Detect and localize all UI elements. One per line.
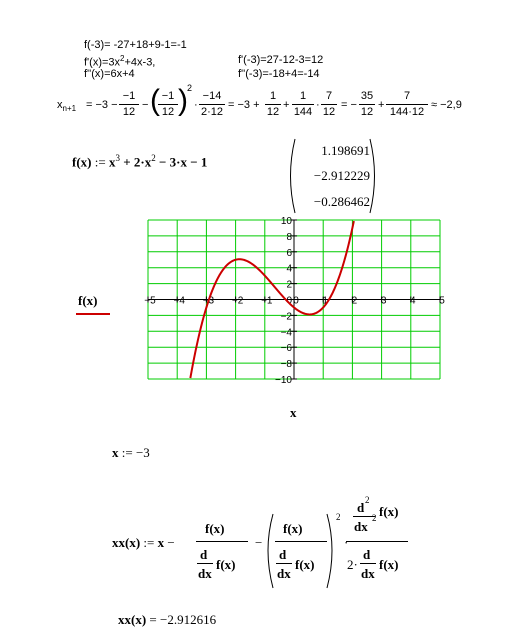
x-tick-label: 4: [410, 295, 416, 307]
xx-frac1-bar: [196, 541, 248, 542]
y-tick-label: −8: [280, 359, 292, 371]
xx-frac1-dbar: [197, 563, 213, 564]
x-tick-label: −3: [202, 295, 215, 307]
xx-two-dot: 2·: [347, 557, 358, 572]
xx-result: [118, 612, 216, 628]
function-term-x: x: [108, 154, 116, 170]
plot-xlabel: x: [290, 405, 297, 420]
function-lhs: f(x): [72, 154, 92, 170]
newton-eq: = −3 −: [86, 99, 118, 111]
xx-frac2-bar: [275, 541, 327, 542]
x-assignment: [112, 445, 150, 461]
newton-frac-8: 7 144·12: [386, 90, 428, 119]
paren-right: ): [178, 84, 188, 117]
root-1: 1.198691: [321, 143, 370, 158]
xx-f-d2: f(x): [379, 504, 399, 519]
x-tick-label: 1: [322, 295, 328, 307]
note-line-1: f(-3)= -27+18+9-1=-1: [84, 39, 187, 51]
x-tick-label: 3: [380, 295, 387, 307]
newton-plus: +: [283, 99, 290, 111]
xx-frac2-num: f(x): [283, 521, 303, 536]
newton-frac-4: 1 12: [266, 90, 280, 118]
note-line-3a: f''(x)=6x+4: [84, 68, 135, 80]
xx-x: x: [157, 535, 165, 550]
newton-lhs: x: [57, 99, 63, 111]
xx-frac1-d: d: [200, 547, 208, 562]
newton-eq2: = −3 +: [228, 99, 260, 111]
newton-lhs-sub: n+1: [62, 104, 77, 114]
xx-frac2-dx: dx: [277, 566, 291, 581]
xx-frac3-bar: [346, 541, 408, 542]
note-line-2b: f'(-3)=27-12-3=12: [238, 54, 324, 66]
function-exp-2: 2: [151, 153, 156, 163]
xx-frac3-den: f(x): [379, 557, 399, 572]
x-tick-label: 5: [439, 295, 445, 307]
xx-frac3-dbar: [360, 563, 376, 564]
xx-paren-exp: 2: [336, 512, 341, 522]
y-tick-label: 6: [286, 247, 292, 259]
newton-frac-6: 7 12: [322, 90, 336, 118]
xx-d2: d: [357, 500, 365, 515]
xx-dot: ·: [344, 535, 349, 550]
xx-lhs: xx(x): [112, 535, 141, 550]
function-term-rest: − 3·x − 1: [158, 154, 208, 170]
note-derivative-tail: +4x-3,: [124, 56, 156, 69]
note-line-3b: f''(-3)=-18+4=-14: [238, 68, 320, 80]
legend-line: [76, 313, 110, 315]
y-tick-label: 0: [286, 295, 292, 307]
newton-frac-2: −1 12: [158, 90, 178, 119]
newton-dot-2: ·: [316, 99, 320, 111]
x-tick-label: −1: [261, 295, 273, 307]
newton-plus-2: +: [378, 99, 385, 111]
assign-operator: :=: [94, 154, 106, 170]
root-2: −2.912229: [313, 168, 370, 183]
xx-dx2-exp: 2: [372, 513, 377, 523]
xx-frac1-den: f(x): [216, 557, 236, 572]
newton-frac-7: 35 12: [360, 90, 374, 118]
newton-dot: ·: [194, 99, 198, 111]
y-tick-label: 4: [286, 263, 292, 275]
y-tick-label: −10: [275, 375, 292, 386]
note-derivative: f'(x)=3x: [84, 56, 121, 69]
xx-frac1-dx: dx: [198, 566, 212, 581]
newton-frac-1: −1 12: [119, 90, 139, 119]
newton-frac-3: −14 2·12: [200, 90, 224, 118]
plot-ylabel: f(x): [78, 293, 98, 308]
newton-minus: −: [142, 99, 149, 111]
note-derivative-exp: 2: [120, 54, 125, 63]
xx-assign-op: :=: [143, 535, 155, 550]
x-tick-label: 0: [293, 295, 299, 307]
x-tick-label: −5: [144, 295, 156, 307]
y-tick-label: −4: [280, 327, 292, 339]
newton-exp: 2: [187, 83, 193, 93]
x-tick-label: −2: [231, 295, 244, 307]
x-assign-op: :=: [121, 445, 133, 460]
x-tick-label: −4: [173, 295, 185, 307]
xx-minus: −: [167, 535, 175, 550]
xx-result-eq: =: [149, 612, 157, 627]
y-tick-label: 10: [280, 216, 292, 227]
xx-result-value: −2.912616: [160, 612, 217, 627]
function-plot: [120, 210, 460, 390]
xx-frac3-dx: dx: [361, 566, 375, 581]
y-tick-label: −2: [280, 311, 292, 323]
root-3: −0.286462: [313, 194, 370, 209]
xx-frac2-dbar: [276, 563, 292, 564]
function-exp-3: 3: [115, 153, 120, 163]
xx-frac2-den: f(x): [295, 557, 315, 572]
y-tick-label: 8: [286, 231, 292, 243]
x-assign-value: −3: [135, 445, 150, 460]
y-tick-label: −6: [280, 343, 292, 355]
newton-approx: ≈ −2,9: [431, 99, 462, 111]
xx-minus-2: −: [255, 535, 263, 550]
newton-frac-5: 1 144: [293, 90, 313, 118]
xx-dx2: dx: [354, 519, 368, 534]
x-assign-lhs: x: [112, 445, 119, 460]
y-tick-label: 2: [286, 279, 292, 291]
x-tick-label: 2: [351, 295, 358, 307]
function-term-2x: + 2·x: [123, 154, 152, 170]
xx-frac3-d: d: [363, 547, 371, 562]
function-definition: [72, 153, 207, 170]
paren-left: (: [150, 84, 160, 117]
newton-eq3: = −: [341, 99, 357, 111]
xx-result-lhs: xx(x): [118, 612, 147, 627]
xx-frac1-num: f(x): [205, 521, 225, 536]
xx-d2-exp: 2: [365, 495, 370, 505]
xx-frac2-d: d: [279, 547, 287, 562]
note-line-2a: [84, 54, 155, 69]
